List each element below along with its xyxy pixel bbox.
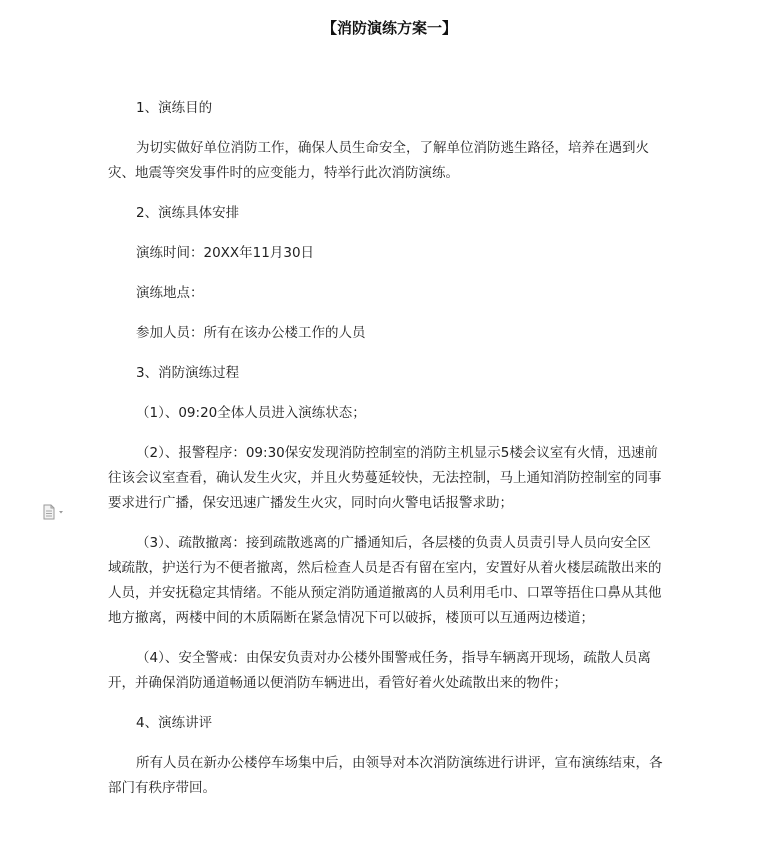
paragraph-drill-time: 演练时间：20XX年11月30日 [136,245,315,261]
section-heading-review: 4、演练讲评 [136,715,213,731]
document-icon[interactable] [41,504,67,520]
document-icon-graphic [41,504,67,520]
section-heading-process: 3、消防演练过程 [136,365,240,381]
paragraph-step-1: （1）、09:20全体人员进入演练状态； [136,405,366,421]
document-title: 【消防演练方案一】 [321,19,457,37]
paragraph-review: 所有人员在新办公楼停车场集中后，由领导对本次消防演练进行讲评，宣布演练结束，各部门有秩序带回。 [108,755,663,796]
document-body [108,96,664,816]
paragraph-step-4: （4）、安全警戒：由保安负责对办公楼外围警戒任务，指导车辆离开现场，疏散人员离开，并确保消防通道畅通以便消防车辆进出，看管好着火处疏散出来的物件； [108,650,651,691]
paragraph-purpose: 为切实做好单位消防工作，确保人员生命安全，了解单位消防逃生路径，培养在遇到火灾、地震等突发事件时的应变能力，特举行此次消防演练。 [108,140,649,181]
section-heading-purpose: 1、演练目的 [136,100,213,116]
section-heading-arrangement: 2、演练具体安排 [136,205,240,221]
paragraph-step-2[interactable]: （2）、报警程序：09:30保安发现消防控制室的消防主机显示5楼会议室有火情，迅速前往该会议室查看，确认发生火灾，并且火势蔓延较快，无法控制，马上通知消防控制室的同事要求进行广播，保安迅速广播发生火灾，同时向火警电话报警求助； [108,445,662,511]
paragraph-drill-location: 演练地点： [136,285,204,301]
paragraph-participants: 参加人员：所有在该办公楼工作的人员 [136,325,366,341]
paragraph-step-3: （3）、疏散撤离：接到疏散逃离的广播通知后，各层楼的负责人员责引导人员向安全区域疏散，护送行为不便者撤离，然后检查人员是否有留在室内，安置好从着火楼层疏散出来的人员，并安抚稳定其情绪。不能从预定消防通道撤离的人员利用毛巾、口罩等捂住口鼻从其他地方撤离，两楼中间的木质隔断在紧急情况下可以破拆，楼顶可以互通两边楼道； [108,535,662,626]
